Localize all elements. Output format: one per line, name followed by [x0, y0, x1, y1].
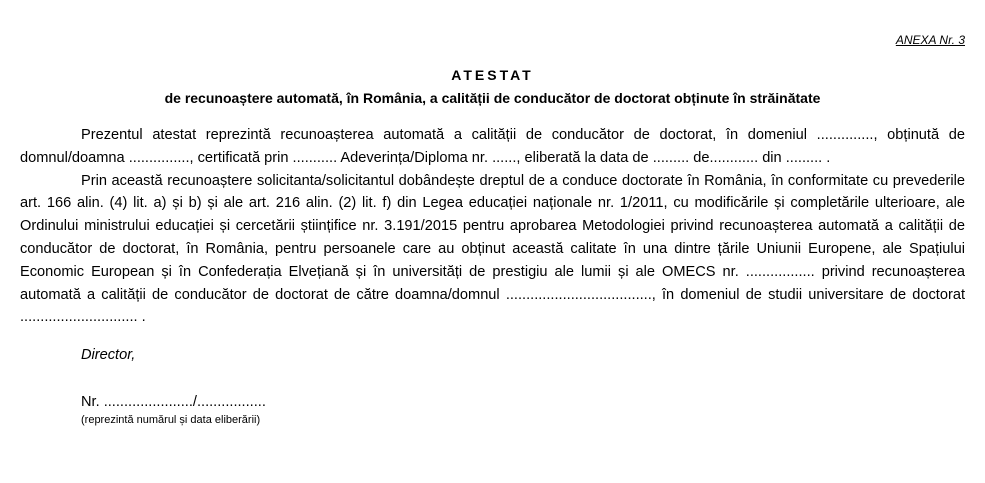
- document-body: [20, 124, 965, 329]
- director-label: Director,: [81, 347, 136, 363]
- document-title: ATESTAT: [451, 67, 534, 83]
- paragraph-rights: Prin această recunoaștere solicitanta/solicitantul dobândește dreptul de a conduce doctorate în România, în conformitate cu prevederile art. 166 alin. (4) lit. a) și b) și ale art. 216 alin. (2) lit. f) din Legea educației naționale nr. 1/2011, cu modificările și completările ulterioare, ale Ordinului ministrului educației și cercetării științifice nr. 3.191/2015 pentru aprobarea Metodologiei privind recunoașterea automată a calității de conducător de doctorat, în România, pentru persoanele care au obținut această calitate în una dintre țările Uniunii Europene, ale Spațiului Economic European și în Confederația Elvețiană și în universități de prestigiu ale lumii și ale OMECS nr. ................. privind recunoașterea automată a calității de conducător de doctorat de către doamna/domnul ...................................., în domeniul de studii universitare de doctorat ............................. .: [20, 172, 965, 326]
- registration-number-note: (reprezintă numărul și data eliberării): [81, 414, 261, 426]
- document-subtitle: de recunoaștere automată, în România, a calității de conducător de doctorat obținute în străinătate: [164, 90, 821, 106]
- annex-label: ANEXA Nr. 3: [895, 33, 965, 47]
- registration-number-line: Nr. ....................../.................: [81, 394, 266, 410]
- paragraph-attestation: Prezentul atestat reprezintă recunoașterea automată a calității de conducător de doctorat, în domeniul .............., obținută de domnul/doamna ..............., certificată prin ........... Adeverința/Diploma nr. ......, eliberată la data de ......... de............ din ......... .: [20, 127, 965, 166]
